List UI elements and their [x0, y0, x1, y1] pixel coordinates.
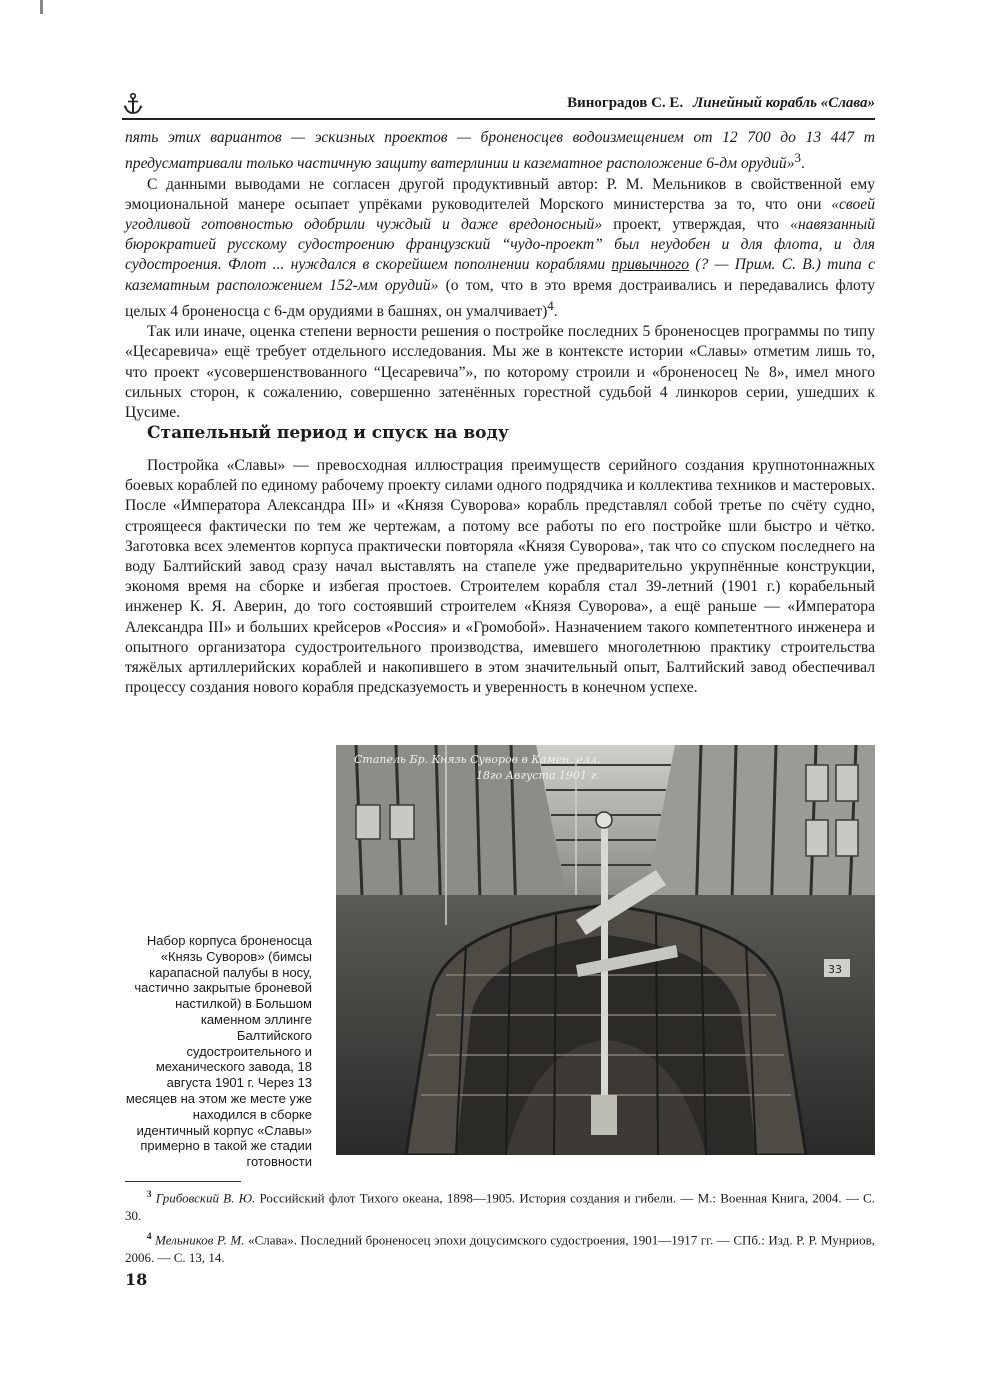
page-number: 18 — [125, 1270, 148, 1289]
paragraph-1: пять этих вариантов — эскизных проектов — броненосцев водоизмещением от 12 700 до 13 447 т предусматривали только частичную защиту ватерлинии и казематное расположение 6-дм орудий»$^3$. — [125, 129, 875, 173]
edge-mark — [40, 0, 43, 14]
footnote-ref-4[interactable]: 4 — [547, 297, 554, 313]
section-1-text — [125, 128, 875, 423]
header-text — [567, 95, 875, 112]
footnote-3: $^3$ Грибовский В. Ю. Российский флот Тихого океана, 1898—1905. История создания и гибели. — М.: Военная Книга, 2004. — С. 30. — [125, 1189, 875, 1223]
header-title: Линейный корабль «Слава» — [692, 95, 875, 111]
header-author: Виноградов С. Е. — [567, 95, 684, 111]
shipyard-photo — [336, 745, 875, 1155]
photo-number-plate: 33 — [828, 963, 842, 976]
photo-inscription-line-1: Стапель Бр. Князь Суворов в Камен. елл. — [354, 753, 601, 766]
footnote-ref-3[interactable]: 3 — [794, 150, 802, 166]
section-2-text — [125, 456, 875, 698]
footnote-4: $^4$ Мельников Р. М. «Слава». Последний броненосец эпохи доцусимского судостроения, 1901—1917 гг. — СПб.: Изд. Р. Р. Мунриов, 2006. — С. 13, 14. — [125, 1231, 875, 1266]
photo-inscription-line-2: 18го Августа 1901 г. — [476, 769, 600, 782]
anchor-icon — [122, 92, 144, 116]
figure-caption: Набор корпуса броненосца «Князь Суворов» (бимсы карапасной палубы в носу, частично закрытые броневой настилкой) в Большом каменном эллинге Балтийского судостроительного и механического завода, 18 августа 1901 г. Через 13 месяцев на этом же месте уже находился в сборке идентичный корпус «Славы» примерно в такой же стадии готовности — [125, 933, 312, 1170]
paragraph-4: Постройка «Славы» — превосходная иллюстрация преимуществ серийного создания крупнотоннажных боевых кораблей по единому рабочему проекту силами одного подрядчика и коллектива техников и мастеровых. После «Императора Александра III» и «Князя Суворова» корабль представлял собой третье по счёту судно, строящееся фактически по тем же чертежам, а потому все работы по его постройке шли быстро и чётко. Заготовка всех элементов корпуса практически повторяла «Князя Суворова», так что со спуском последнего на воду Балтийский завод сразу начал выставлять на стапеле уже предварительно укрупнённые конструкции, экономя время на сборке и избегая простоев. Строителем корабля стал 39-летний (1901 г.) корабельный инженер К. Я. Аверин, до того состоявший строителем «Князя Суворова», а ещё раньше — «Императора Александра III» и больших крейсеров «Россия» и «Громобой». Назначением такого компетентного инженера и опытного организатора судостроительного производства, имевшего многолетнюю практику строительства тяжёлых артиллерийских кораблей и накопившего в этом значительный опыт, Балтийский завод обеспечивал процессу создания нового корабля предсказуемость и уверенность в конечном успехе. — [125, 457, 875, 697]
footnotes — [125, 1186, 875, 1271]
paragraph-3: Так или иначе, оценка степени верности решения о постройке последних 5 броненосцев программы по типу «Цесаревича» ещё требует отдельного исследования. Мы же в контексте истории «Славы» отметим лишь то, что проект «усовершенствованного “Цесаревича”», по которому строили и «броненосец № 8», имел много сильных сторон, к сожалению, совершенно затенённых горестной судьбой 4 линкоров серии, ушедших к Цусиме. — [125, 323, 875, 422]
footnote-divider — [125, 1181, 241, 1182]
running-header — [122, 94, 875, 120]
paragraph-2: С данными выводами не согласен другой продуктивный автор: Р. М. Мельников в свойственной ему эмоциональной манере осыпает упрёками руководителей Морского министерства за то, что они «своей угодливой готовностью одобрили чуждый и даже вредоносный» проект, утверждая, что «навязанный бюрократией русскому судостроению французский “чудо-проект” был неудобен и для флота, и для судостроения. Флот ... нуждался в скорейшем пополнении кораблями привычного (? — Прим. С. В.) типа с казематным расположением 152-мм орудий» (о том, что в это время достраивались и передавались флоту целых 4 броненосца с 6-дм орудиями в башнях, он умалчивает)$^4$. — [125, 175, 875, 320]
section-heading: Стапельный период и спуск на воду — [147, 423, 509, 443]
